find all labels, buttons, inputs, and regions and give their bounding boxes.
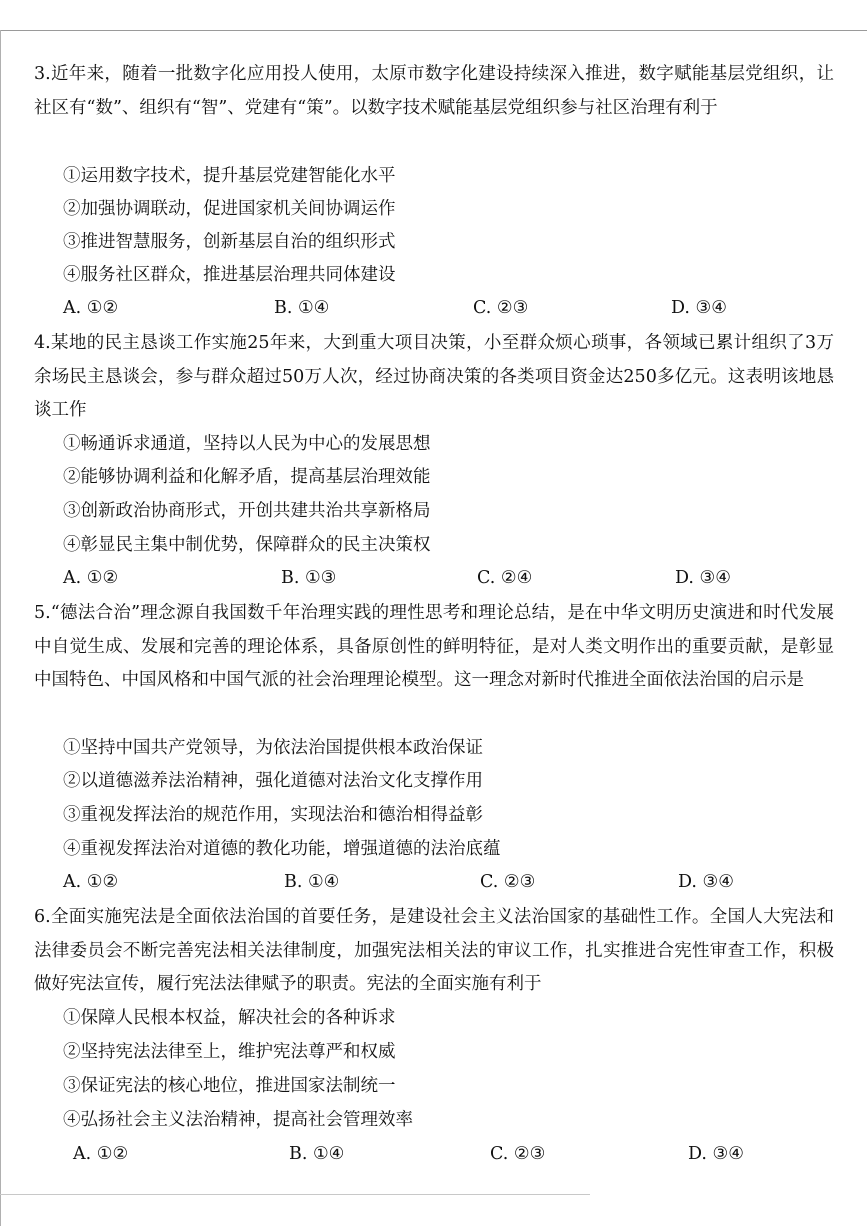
question-number: 4. xyxy=(34,333,51,353)
question-stem xyxy=(34,597,834,698)
statement-2: ②以道德滋养法治精神，强化道德对法治文化支撑作用 xyxy=(63,771,483,791)
question-number: 3. xyxy=(34,64,51,84)
answer-choices xyxy=(63,1138,783,1171)
question-text: “德法合治”理念源自我国数千年治理实践的理性思考和理论总结，是在中华文明历史演进和时代发展中自觉生成、发展和完善的理论体系，具备原创性的鲜明特征，是对人类文明作出的重要贡献，是彰显中国特色、中国风格和中国气派的社会治理理论模型。这一理念对新时代推进全面依法治国的启示是 xyxy=(34,603,834,690)
statement-1: ①坚持中国共产党领导，为依法治国提供根本政治保证 xyxy=(63,738,483,758)
choice-c[interactable]: C. ②③ xyxy=(473,298,529,318)
statement-1: ①畅通诉求通道，坚持以人民为中心的发展思想 xyxy=(63,434,431,454)
choice-d[interactable]: D. ③④ xyxy=(678,872,734,892)
choice-b[interactable]: B. ①④ xyxy=(274,298,330,318)
choice-a[interactable]: A. ①② xyxy=(63,298,119,318)
statement-2: ②加强协调联动，促进国家机关间协调运作 xyxy=(63,199,396,219)
choice-a[interactable]: A. ①② xyxy=(63,872,119,892)
question-number: 5. xyxy=(34,603,51,623)
choice-b[interactable]: B. ①③ xyxy=(281,568,337,588)
answer-choices xyxy=(63,292,783,325)
statement-1: ①运用数字技术，提升基层党建智能化水平 xyxy=(63,166,396,186)
choice-d[interactable]: D. ③④ xyxy=(688,1144,744,1164)
question-text: 近年来，随着一批数字化应用投人使用，太原市数字化建设持续深入推进，数字赋能基层党组织，让社区有“数”、组织有“智”、党建有“策”。以数字技术赋能基层党组织参与社区治理有利于 xyxy=(34,64,834,118)
statement-2: ②能够协调利益和化解矛盾，提高基层治理效能 xyxy=(63,467,431,487)
choice-a[interactable]: A. ①② xyxy=(73,1144,129,1164)
choice-c[interactable]: C. ②③ xyxy=(490,1144,546,1164)
statement-3: ③保证宪法的核心地位，推进国家法制统一 xyxy=(63,1076,396,1096)
question-text: 全面实施宪法是全面依法治国的首要任务，是建设社会主义法治国家的基础性工作。全国人大宪法和法律委员会不断完善宪法相关法律制度，加强宪法相关法的审议工作，扎实推进合宪性审查工作，积极做好宪法宣传，履行宪法法律赋予的职责。宪法的全面实施有利于 xyxy=(34,907,834,994)
question-stem xyxy=(34,58,834,125)
question-stem xyxy=(34,327,834,428)
statement-1: ①保障人民根本权益，解决社会的各种诉求 xyxy=(63,1008,396,1028)
statement-4: ④弘扬社会主义法治精神，提高社会管理效率 xyxy=(63,1110,413,1130)
statement-3: ③推进智慧服务，创新基层自治的组织形式 xyxy=(63,232,396,252)
choice-b[interactable]: B. ①④ xyxy=(289,1144,345,1164)
choice-c[interactable]: C. ②④ xyxy=(477,568,533,588)
question-number: 6. xyxy=(34,907,51,927)
statement-4: ④彰显民主集中制优势，保障群众的民主决策权 xyxy=(63,535,431,555)
choice-d[interactable]: D. ③④ xyxy=(671,298,727,318)
statement-2: ②坚持宪法法律至上，维护宪法尊严和权威 xyxy=(63,1042,396,1062)
answer-choices xyxy=(63,866,783,899)
statement-4: ④服务社区群众，推进基层治理共同体建设 xyxy=(63,265,396,285)
choice-b[interactable]: B. ①④ xyxy=(284,872,340,892)
question-stem xyxy=(34,901,834,1002)
statement-3: ③创新政治协商形式，开创共建共治共享新格局 xyxy=(63,501,431,521)
answer-choices xyxy=(63,562,783,595)
choice-a[interactable]: A. ①② xyxy=(63,568,119,588)
statement-3: ③重视发挥法治的规范作用，实现法治和德治相得益彰 xyxy=(63,805,483,825)
statement-4: ④重视发挥法治对道德的教化功能，增强道德的法治底蕴 xyxy=(63,839,501,859)
question-text: 某地的民主恳谈工作实施25年来，大到重大项目决策，小至群众烦心琐事，各领域已累计组织了3万余场民主恳谈会，参与群众超过50万人次，经过协商决策的各类项目资金达250多亿元。这表明该地恳谈工作 xyxy=(34,333,834,420)
choice-d[interactable]: D. ③④ xyxy=(675,568,731,588)
choice-c[interactable]: C. ②③ xyxy=(480,872,536,892)
